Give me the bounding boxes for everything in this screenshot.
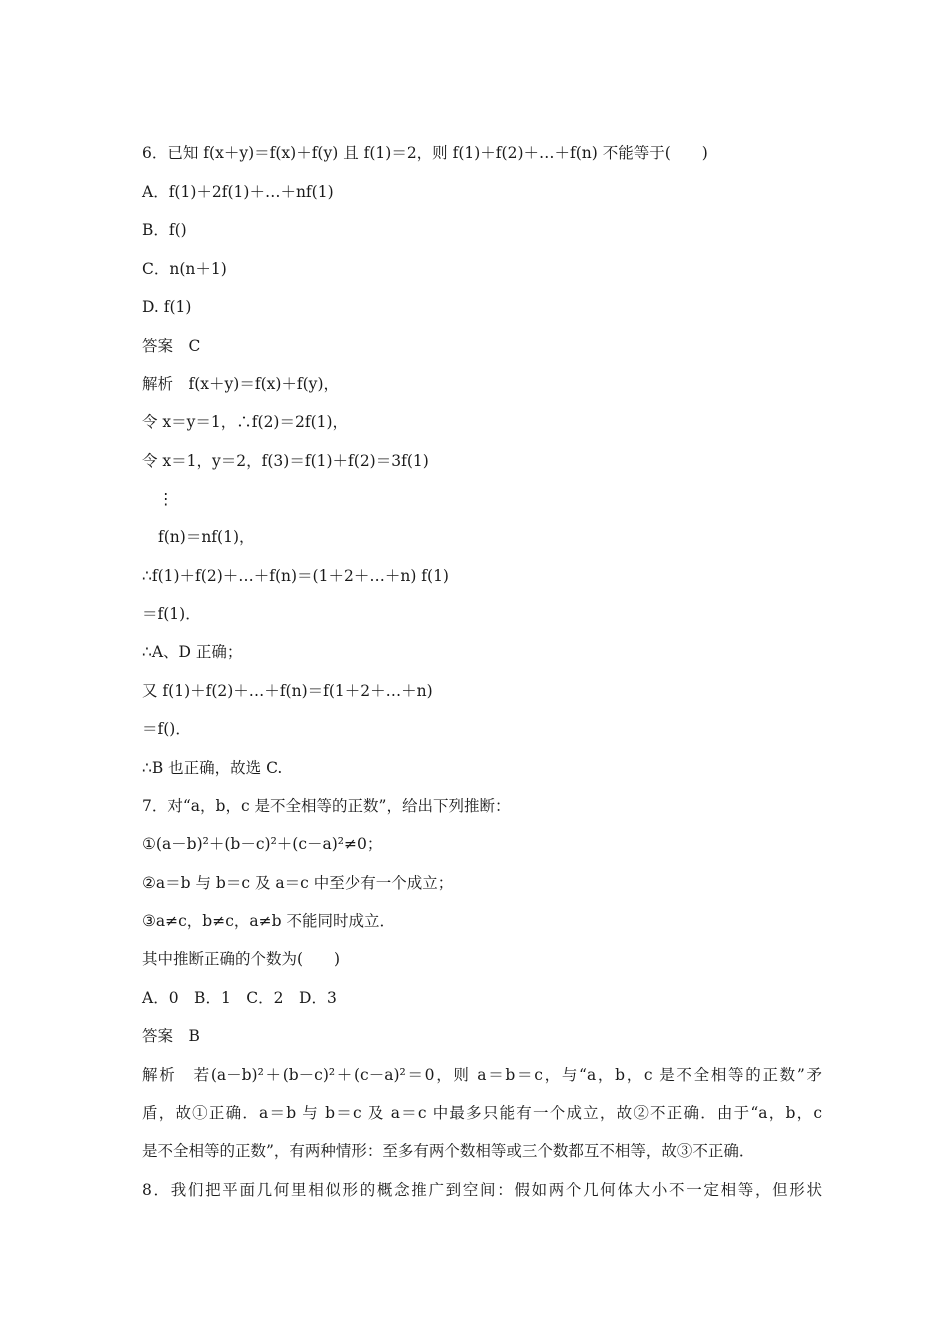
q7-analysis-3: 是不全相等的正数”，有两种情形：至多有两个数相等或三个数都互不相等，故③不正确． [142, 1142, 755, 1160]
q6-analysis-10: ∴B 也正确，故选 C. [142, 759, 283, 777]
q6-ellipsis: ⋮ [158, 490, 174, 508]
q6-stem: 6．已知 f(x＋y)＝f(x)＋f(y) 且 f(1)＝2，则 f(1)＋f(2)＋…＋f(n) 不能等于( ) [142, 144, 708, 162]
q6-analysis-2: 令 x＝y＝1，∴f(2)＝2f(1)， [142, 413, 349, 431]
q6-option-a: A．f(1)＋2f(1)＋…＋nf(1) [142, 183, 334, 201]
q6-option-c: C．n(n＋1) [142, 260, 227, 278]
q7-stem: 7．对“a，b，c 是不全相等的正数”，给出下列推断： [142, 797, 511, 815]
q6-analysis-6: ＝f(1)． [142, 605, 201, 623]
q7-question: 其中推断正确的个数为( ) [142, 950, 341, 968]
q7-answer: 答案 B [142, 1027, 200, 1045]
q6-analysis-4: f(n)＝nf(1)， [158, 528, 255, 546]
q6-option-d: D. f(1) [142, 298, 192, 316]
q6-analysis-8: 又 f(1)＋f(2)＋…＋f(n)＝f(1＋2＋…＋n) [142, 682, 433, 700]
q6-analysis-3: 令 x＝1，y＝2，f(3)＝f(1)＋f(2)＝3f(1) [142, 452, 429, 470]
q7-inference-1: ①(a－b)²＋(b－c)²＋(c－a)²≠0； [142, 835, 383, 853]
q7-analysis-1: 解析 若(a－b)²＋(b－c)²＋(c－a)²＝0，则 a＝b＝c，与“a，b，c 是不全相等的正数”矛 [142, 1066, 822, 1084]
q8-stem: 8．我们把平面几何里相似形的概念推广到空间：假如两个几何体大小不一定相等，但形状 [142, 1181, 822, 1199]
q6-option-b: B．f() [142, 221, 187, 239]
q6-analysis-5: ∴f(1)＋f(2)＋…＋f(n)＝(1＋2＋…＋n) f(1) [142, 567, 449, 585]
q7-inference-2: ②a＝b 与 b＝c 及 a＝c 中至少有一个成立； [142, 874, 454, 892]
q6-answer: 答案 C [142, 337, 201, 355]
q6-analysis-7: ∴A、D 正确； [142, 643, 243, 661]
q7-inference-3: ③a≠c，b≠c，a≠b 不能同时成立． [142, 912, 395, 930]
q7-options: A．0 B．1 C．2 D．3 [142, 989, 337, 1007]
q6-analysis-1: 解析 f(x＋y)＝f(x)＋f(y)， [142, 375, 339, 393]
q6-analysis-9: ＝f()． [142, 720, 191, 738]
q7-analysis-2: 盾，故①正确．a＝b 与 b＝c 及 a＝c 中最多只能有一个成立，故②不正确．由于“a，b，c [142, 1104, 822, 1122]
